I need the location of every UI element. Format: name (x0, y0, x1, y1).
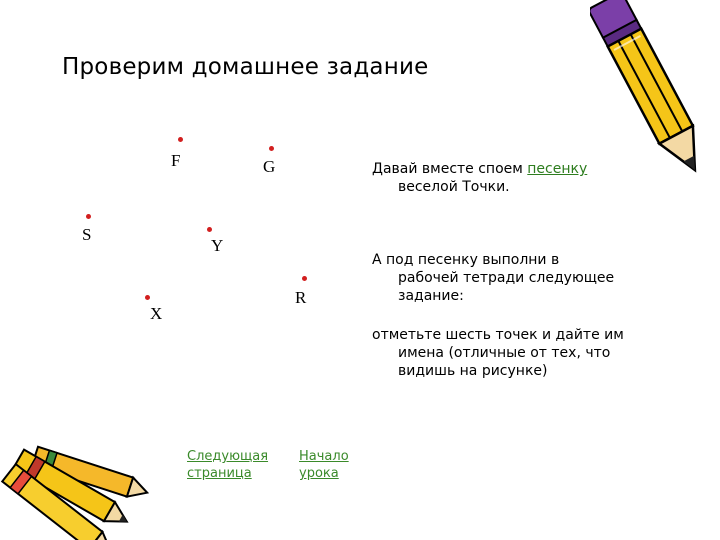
link-line: Начало (299, 449, 349, 464)
next-page-link[interactable] (187, 448, 268, 482)
song-link[interactable]: песенку (527, 161, 588, 177)
instruction-text: А под песенку выполни в (372, 252, 560, 268)
instruction-text: имена (отличные от тех, что (398, 345, 611, 361)
link-line: Следующая (187, 449, 269, 464)
link-line: страница (187, 466, 252, 481)
link-line: урока (299, 466, 339, 481)
instruction-text: отметьте шесть точек и дайте им (372, 327, 624, 343)
point-dot (302, 276, 307, 281)
instruction-assignment (372, 326, 672, 380)
instruction-text: рабочей тетради следующее (398, 270, 615, 286)
point-dot (178, 137, 183, 142)
point-label: R (295, 288, 307, 307)
instruction-text: задание: (398, 288, 464, 304)
instruction-text: видишь на рисунке) (398, 363, 548, 379)
instruction-text: веселой Точки. (398, 179, 510, 195)
pencil-icon (590, 0, 720, 190)
crayons-icon (0, 430, 150, 540)
point-dot (86, 214, 91, 219)
point-label: X (150, 304, 163, 323)
slide-title: Проверим домашнее задание (62, 54, 429, 80)
instruction-task (372, 251, 672, 305)
point-dot (269, 146, 274, 151)
instruction-text: Давай вместе споем (372, 161, 528, 177)
point-label: Y (211, 236, 224, 255)
point-dot (207, 227, 212, 232)
point-label: S (82, 225, 92, 244)
lesson-start-link[interactable] (299, 448, 349, 482)
point-label: F (171, 151, 181, 170)
point-label: G (263, 157, 276, 176)
point-dot (145, 295, 150, 300)
